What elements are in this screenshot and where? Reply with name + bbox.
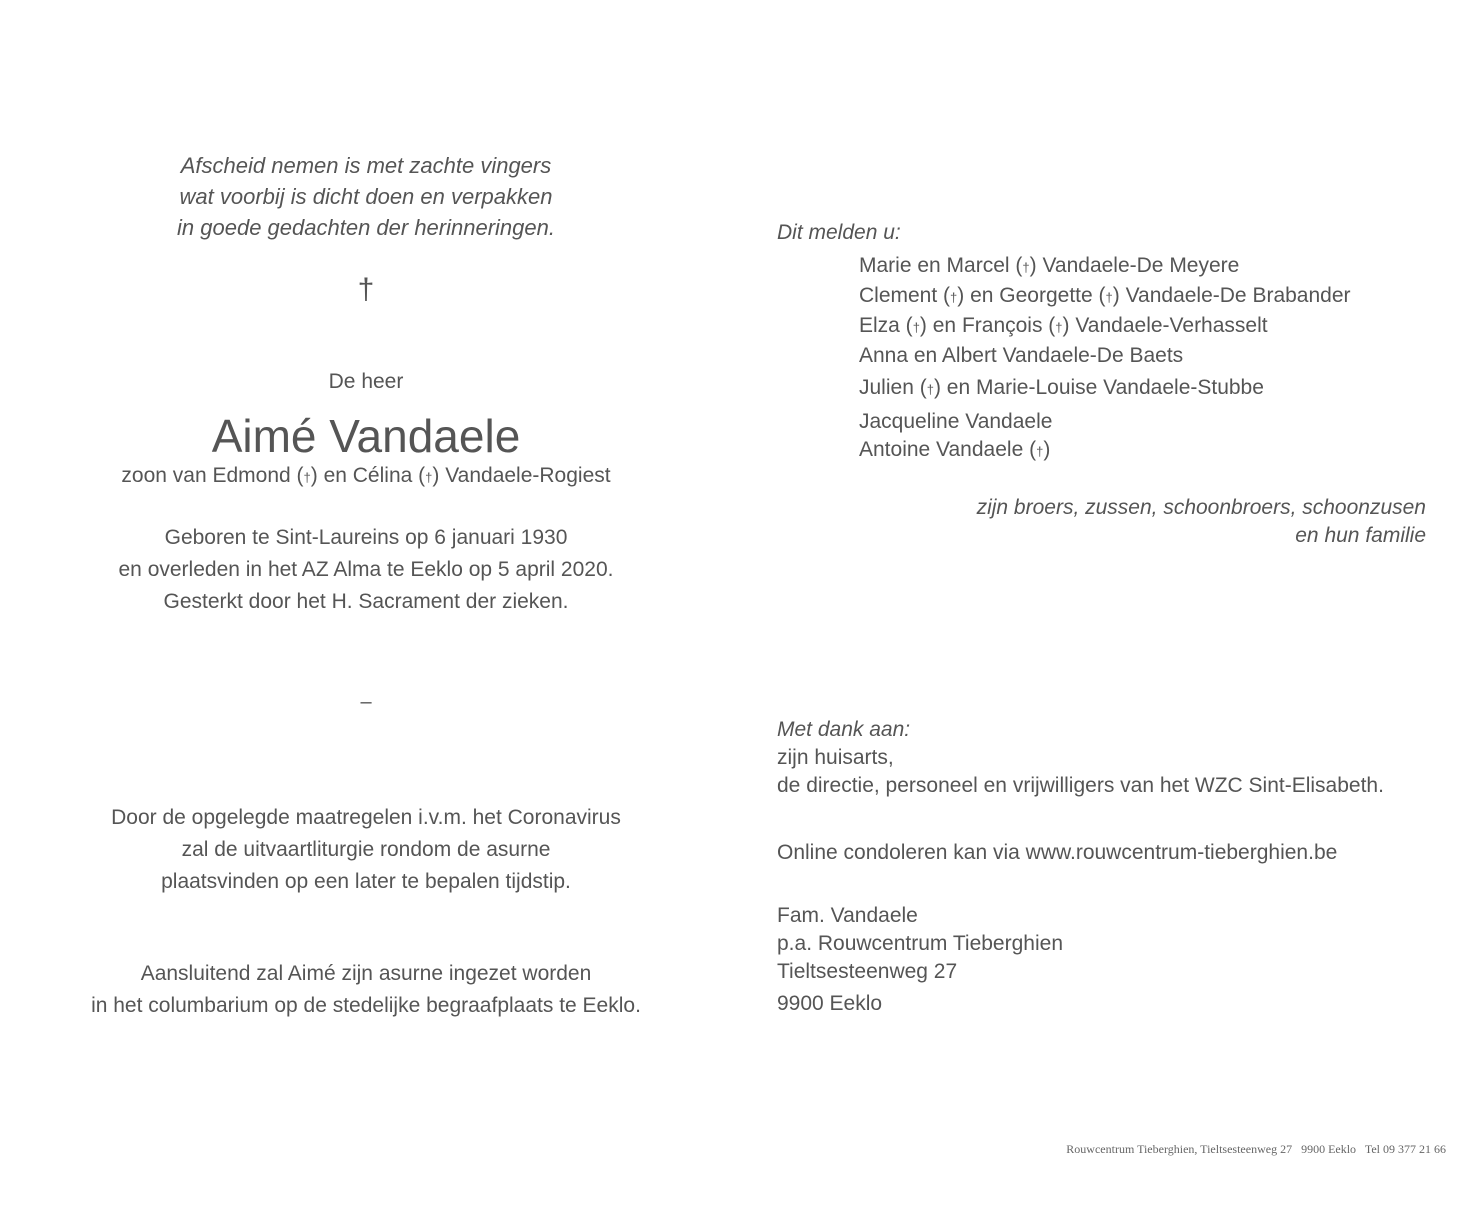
- relation-note: [900, 494, 1426, 550]
- footer-imprint: Rouwcentrum Tieberghien, Tieltsesteenweg 27 9900 Eeklo Tel 09 377 21 66: [1066, 1142, 1446, 1156]
- thanks-section: [777, 716, 1447, 800]
- sacrament-line: Gesterkt door het H. Sacrament der zieken.: [163, 590, 569, 613]
- family-member: Julien (†) en Marie-Louise Vandaele-Stubbe: [859, 376, 1264, 399]
- thanks-line: zijn huisarts,: [777, 746, 894, 769]
- family-member: Jacqueline Vandaele: [859, 410, 1053, 433]
- poem-line: in goede gedachten der herinneringen.: [177, 215, 555, 240]
- birth-line: Geboren te Sint-Laureins op 6 januari 1930: [164, 526, 568, 549]
- dagger-icon: †: [425, 470, 433, 485]
- family-member: Marie en Marcel (†) Vandaele-De Meyere: [859, 254, 1240, 277]
- poem-line: wat voorbij is dicht doen en verpakken: [179, 184, 553, 209]
- columbarium-line: Aansluitend zal Aimé zijn asurne ingezet worden: [140, 962, 592, 985]
- dagger-icon: †: [1022, 260, 1030, 275]
- family-member: Elza (†) en François (†) Vandaele-Verhasselt: [859, 314, 1268, 337]
- poem: [50, 150, 682, 243]
- address-line: Tieltsesteenweg 27: [777, 960, 958, 983]
- family-member: Clement (†) en Georgette (†) Vandaele-De Brabander: [859, 284, 1351, 307]
- notice-line: plaatsvinden op een later te bepalen tijdstip.: [161, 870, 571, 893]
- family-list: [859, 252, 1351, 466]
- dagger-icon: †: [1036, 444, 1044, 459]
- parents-text: zoon van Edmond (: [121, 464, 304, 487]
- biography: [50, 522, 682, 618]
- separator: –: [360, 691, 372, 713]
- deceased-name: Aimé Vandaele: [211, 410, 521, 462]
- columbarium-notice: [50, 958, 682, 1022]
- poem-line: Afscheid nemen is met zachte vingers: [180, 153, 552, 178]
- parents-text: ) Vandaele-Rogiest: [432, 464, 611, 487]
- relation-line: en hun familie: [1295, 524, 1426, 547]
- thanks-label: Met dank aan:: [777, 718, 911, 741]
- notice-line: Door de opgelegde maatregelen i.v.m. het Coronavirus: [111, 806, 621, 829]
- family-member: Anna en Albert Vandaele-De Baets: [859, 344, 1184, 367]
- dagger-icon: †: [303, 470, 311, 485]
- online-condolence: Online condoleren kan via www.rouwcentrum-tieberghien.be: [777, 841, 1338, 864]
- cross-icon: †: [357, 273, 375, 306]
- contact-address: [777, 902, 1447, 1018]
- address-line: Fam. Vandaele: [777, 904, 918, 927]
- dagger-icon: †: [912, 320, 920, 335]
- notice-line: zal de uitvaartliturgie rondom de asurne: [181, 838, 551, 861]
- parents-line: [50, 462, 682, 492]
- dagger-icon: †: [1105, 290, 1113, 305]
- family-member: Antoine Vandaele (†): [859, 438, 1051, 461]
- address-line: 9900 Eeklo: [777, 992, 883, 1015]
- announce-label: Dit melden u:: [777, 221, 901, 244]
- relation-line: zijn broers, zussen, schoonbroers, schoonzusen: [976, 496, 1426, 519]
- thanks-line: de directie, personeel en vrijwilligers van het WZC Sint-Elisabeth.: [777, 774, 1384, 797]
- honorific: De heer: [328, 370, 404, 393]
- death-line: en overleden in het AZ Alma te Eeklo op 5 april 2020.: [118, 558, 614, 581]
- corona-notice: [50, 802, 682, 898]
- dagger-icon: †: [926, 382, 934, 397]
- dagger-icon: †: [950, 290, 958, 305]
- parents-text: ) en Célina (: [310, 464, 426, 487]
- columbarium-line: in het columbarium op de stedelijke begraafplaats te Eeklo.: [91, 994, 641, 1017]
- dagger-icon: †: [1055, 320, 1063, 335]
- address-line: p.a. Rouwcentrum Tieberghien: [777, 932, 1063, 955]
